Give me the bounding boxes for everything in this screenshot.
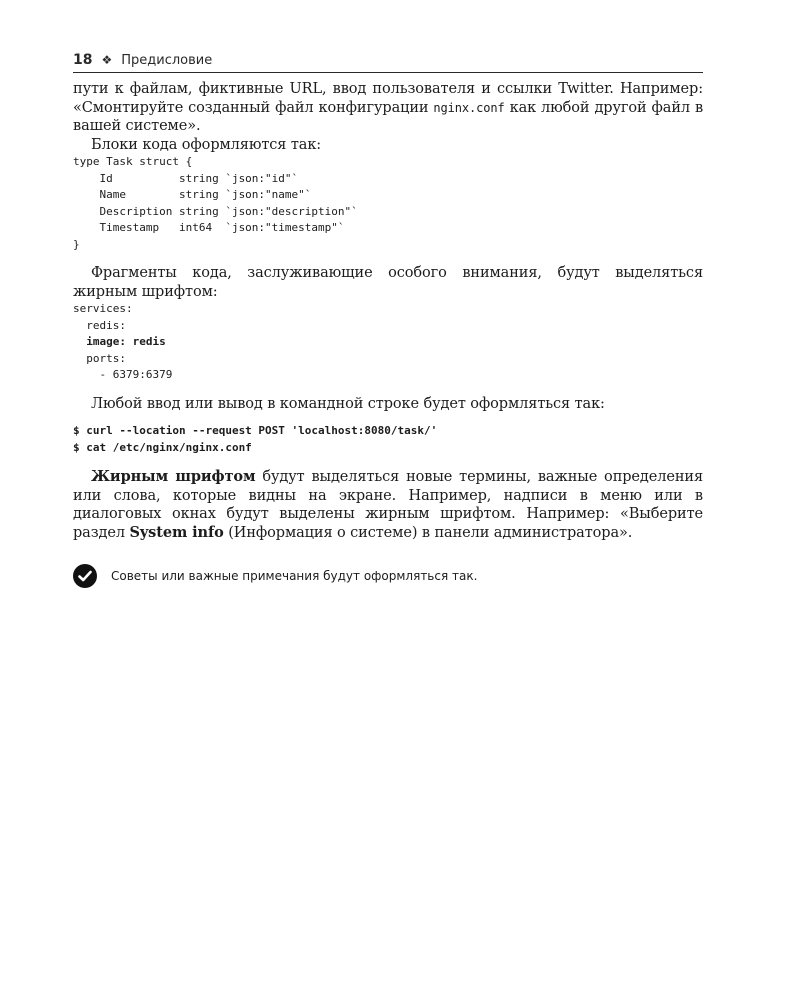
paragraph-bold-fragments: Фрагменты кода, заслуживающие особого внимания, будут выделяться жирным шрифтом:: [73, 265, 703, 300]
code-block-yaml: [73, 301, 703, 384]
code-line: Name string `json:"name"`: [73, 188, 312, 201]
bold-term: Жирным шрифтом: [91, 468, 256, 485]
command-line: $ cat /etc/nginx/nginx.conf: [73, 440, 252, 454]
code-line: services:: [73, 302, 133, 315]
bold-term: System info: [129, 523, 224, 541]
paragraph-text: пути к файлам, фиктивные URL, ввод пользователя и ссылки Twitter. Например: «Смонтируйте созданный файл конфигурации: [73, 81, 703, 116]
code-line: Timestamp int64 `json:"timestamp"`: [73, 221, 345, 234]
code-line: }: [73, 237, 80, 251]
code-line: Id string `json:"id"`: [73, 171, 299, 185]
page-number: 18: [73, 52, 93, 68]
inline-code: nginx.conf: [433, 100, 505, 115]
paragraph-text: как любой другой файл в вашей системе».: [73, 99, 704, 134]
paragraph-bold-font: [73, 468, 703, 542]
code-line: Description string `json:"description"`: [73, 204, 358, 218]
running-header: [73, 50, 703, 73]
code-line: - 6379:6379: [73, 368, 173, 381]
paragraph-command-line: Любой ввод или вывод в командной строке будет оформляться так:: [91, 395, 605, 412]
tip-text: Советы или важные примечания будут оформляться так.: [111, 569, 478, 583]
command-block: [73, 423, 703, 456]
code-line-bold: image: redis: [73, 335, 166, 348]
paragraph-code-blocks: Блоки кода оформляются так:: [91, 136, 322, 153]
code-block-struct: [73, 154, 703, 253]
paragraph-urls: [73, 80, 703, 136]
tip-note: [73, 564, 703, 588]
code-line: ports:: [73, 351, 126, 365]
ornament-icon: ❖: [101, 53, 113, 67]
command-line: $ curl --location --request POST 'localhost:8080/task/': [73, 424, 438, 437]
code-line: redis:: [73, 318, 126, 332]
paragraph-text: (Информация о системе) в панели администратора».: [223, 524, 633, 541]
code-line: type Task struct {: [73, 155, 193, 168]
checkmark-circle-icon: [73, 564, 97, 588]
page-content: [73, 50, 703, 588]
paragraph-text: будут выделяться новые термины, важные определения или слова, которые видны на экране. Например, надписи в меню или в диалоговых окнах будут выделены жирным шрифтом. Например: «Выберите раздел: [73, 469, 703, 541]
chapter-title: Предисловие: [121, 52, 213, 68]
